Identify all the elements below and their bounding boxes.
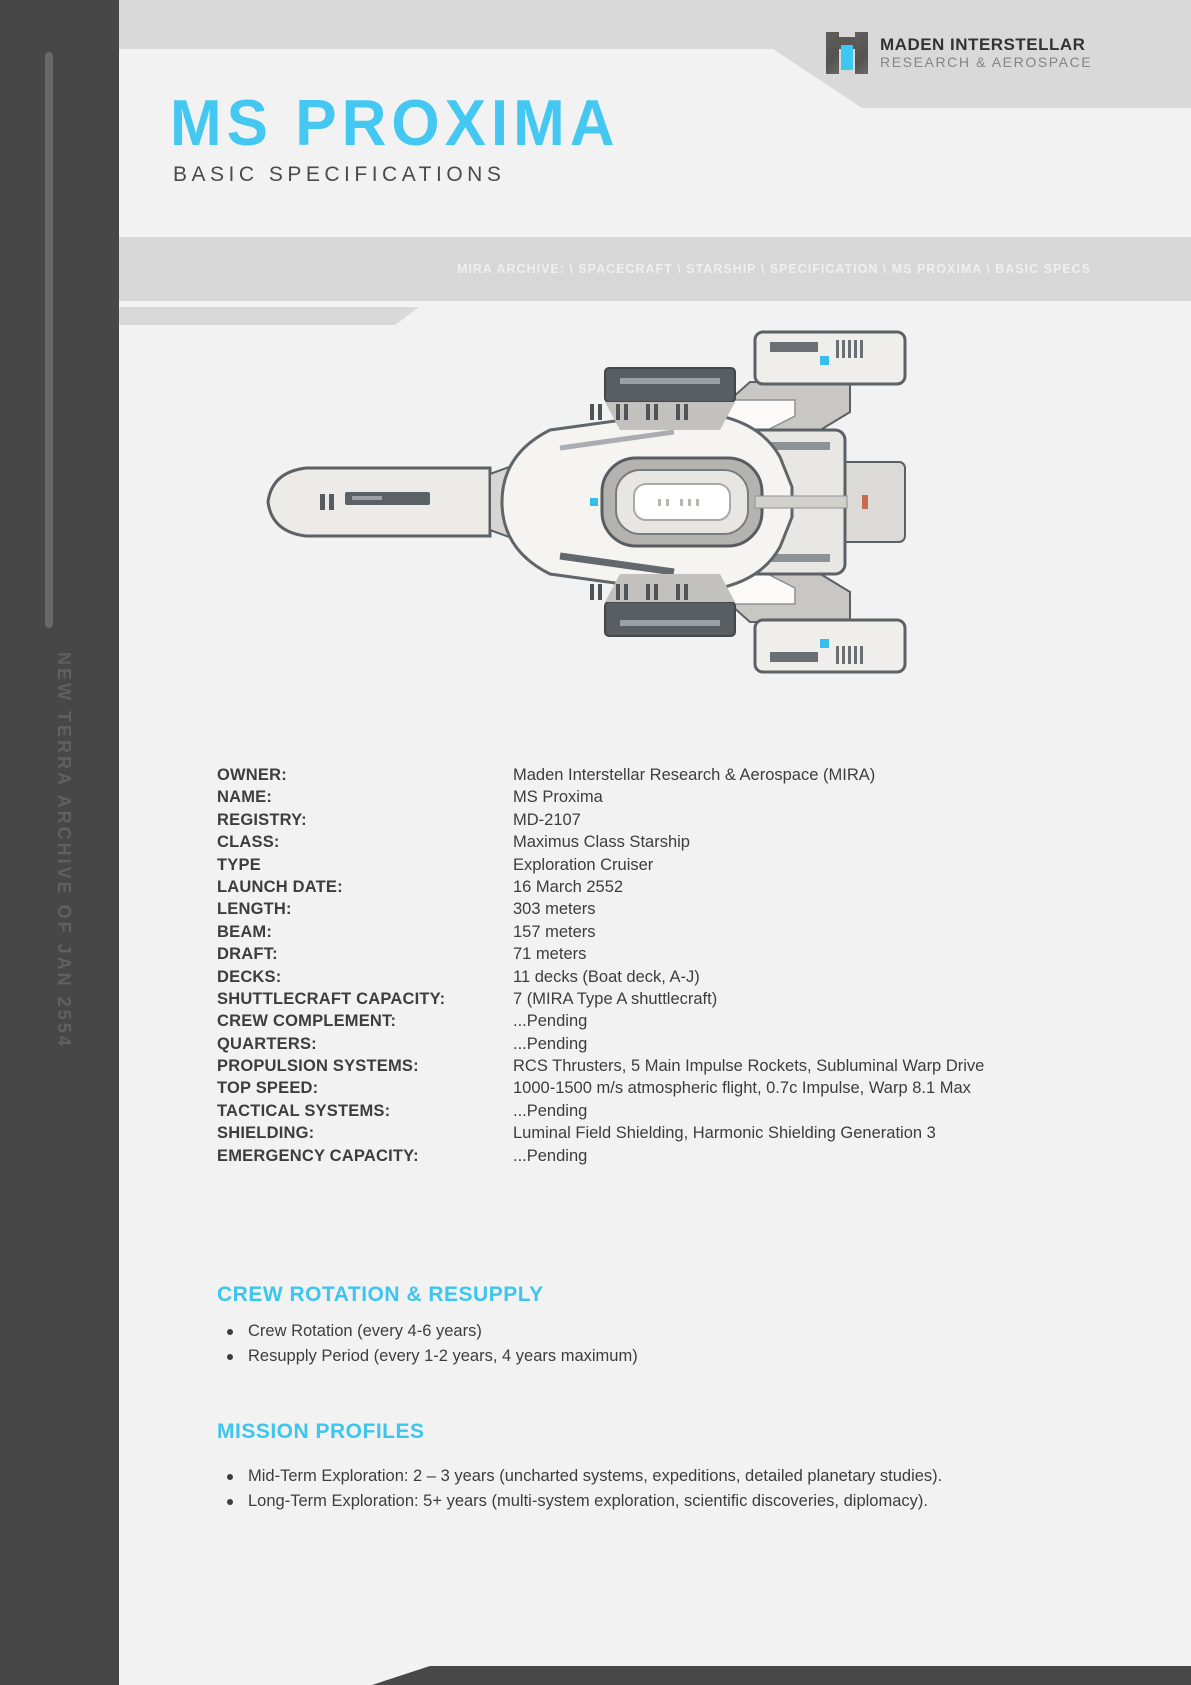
ship-image [250, 312, 910, 692]
spec-value: 71 meters [513, 945, 587, 964]
breadcrumb: MIRA ARCHIVE: \ SPACECRAFT \ STARSHIP \ SPECIFICATION \ MS PROXIMA \ BASIC SPECS [457, 262, 1091, 276]
page-subtitle: BASIC SPECIFICATIONS [173, 163, 506, 186]
list-item [225, 1489, 942, 1514]
spec-value: 1000-1500 m/s atmospheric flight, 0.7c Impulse, Warp 8.1 Max [513, 1079, 971, 1098]
spec-value: RCS Thrusters, 5 Main Impulse Rockets, Subluminal Warp Drive [513, 1057, 985, 1076]
spec-label: CREW COMPLEMENT: [217, 1012, 397, 1031]
spec-label: LAUNCH DATE: [217, 877, 343, 896]
spec-label: CLASS: [217, 833, 280, 852]
list-item [225, 1344, 638, 1369]
list-item-text: Crew Rotation (every 4-6 years) [248, 1322, 482, 1340]
spec-label: REGISTRY: [217, 810, 307, 829]
spec-label: OWNER: [217, 766, 287, 784]
spec-label: TYPE [217, 855, 261, 874]
spec-label: NAME: [217, 788, 273, 807]
footer-band [119, 1666, 1191, 1685]
crew-rotation-list [225, 1319, 638, 1369]
section-heading-mission-profiles: MISSION PROFILES [217, 1420, 425, 1443]
bullet-dot [227, 1474, 233, 1480]
spec-label: BEAM: [217, 922, 273, 941]
logo-left-pillar [826, 32, 839, 74]
spec-value: 16 March 2552 [513, 877, 624, 896]
logo-subtitle: RESEARCH & AEROSPACE [880, 54, 1093, 70]
spec-value: ...Pending [513, 1012, 588, 1031]
spec-label: TACTICAL SYSTEMS: [217, 1101, 391, 1120]
bullet-dot [227, 1499, 233, 1505]
list-item [225, 1319, 638, 1344]
logo-text [880, 35, 1092, 71]
bullet-dot [227, 1329, 233, 1335]
spec-value: ...Pending [513, 1101, 588, 1120]
spec-value: 7 (MIRA Type A shuttlecraft) [513, 989, 718, 1008]
logo-cyan-bar [841, 45, 853, 70]
spec-value: Maximus Class Starship [513, 833, 690, 852]
spec-label: SHIELDING: [217, 1124, 315, 1143]
spec-label: PROPULSION SYSTEMS: [217, 1057, 419, 1076]
spec-value: ...Pending [513, 1034, 588, 1053]
spec-value: Exploration Cruiser [513, 855, 654, 874]
sidebar-accent-line [45, 52, 53, 628]
spec-value: MD-2107 [513, 810, 581, 829]
spec-label: QUARTERS: [217, 1034, 317, 1053]
list-item [225, 1464, 942, 1489]
spec-label: DECKS: [217, 967, 282, 986]
spec-table [217, 764, 1097, 1167]
list-item-text: Mid-Term Exploration: 2 – 3 years (uncharted systems, expeditions, detailed planetary studies). [248, 1467, 943, 1485]
spec-label: EMERGENCY CAPACITY: [217, 1146, 419, 1165]
spec-value: 157 meters [513, 922, 596, 941]
page-title: MS PROXIMA [170, 87, 620, 160]
spec-value: Maden Interstellar Research & Aerospace (MIRA) [513, 766, 876, 784]
list-item-text: Resupply Period (every 1-2 years, 4 years maximum) [248, 1347, 638, 1365]
spec-label: TOP SPEED: [217, 1079, 319, 1098]
logo-right-pillar [855, 32, 868, 74]
spec-label: DRAFT: [217, 945, 278, 964]
breadcrumb-band [119, 237, 1191, 301]
mission-profiles-list [225, 1464, 942, 1514]
spec-value: 303 meters [513, 900, 596, 919]
spec-value: MS Proxima [513, 788, 603, 807]
maden-logo-icon [826, 32, 868, 74]
logo [826, 32, 1092, 74]
spec-value: Luminal Field Shielding, Harmonic Shielding Generation 3 [513, 1124, 936, 1143]
spec-label: SHUTTLECRAFT CAPACITY: [217, 989, 446, 1008]
sidebar [0, 0, 119, 1685]
bullet-dot [227, 1354, 233, 1360]
spec-label: LENGTH: [217, 900, 292, 919]
spec-value: 11 decks (Boat deck, A-J) [513, 967, 700, 986]
sidebar-vertical-label: NEW TERRA ARCHIVE OF JAN 2554 [54, 652, 74, 1049]
logo-title: MADEN INTERSTELLAR [880, 35, 1086, 54]
section-heading-crew-rotation: CREW ROTATION & RESUPPLY [217, 1283, 544, 1306]
list-item-text: Long-Term Exploration: 5+ years (multi-system exploration, scientific discoveries, diplomacy). [248, 1492, 928, 1510]
spec-value: ...Pending [513, 1146, 588, 1165]
